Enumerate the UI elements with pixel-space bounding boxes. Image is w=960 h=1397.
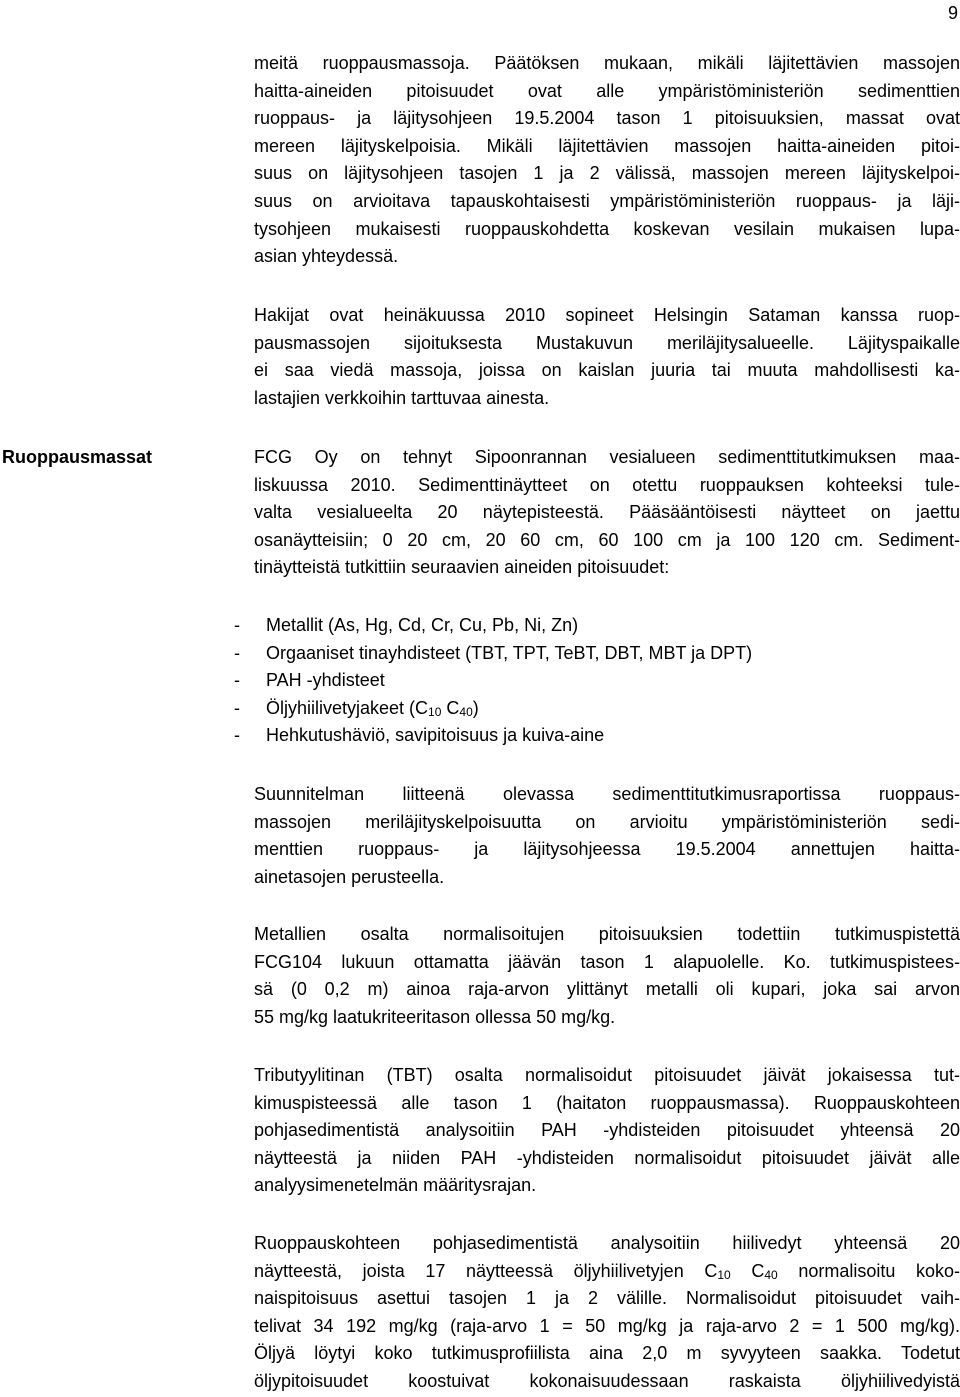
paragraph-text xyxy=(254,302,960,412)
text-fragment: C xyxy=(441,697,460,718)
list-item xyxy=(234,612,752,640)
text-line: menttien ruoppaus- ja läjitysohjeessa 19.5.2004 annettujen haitta- xyxy=(254,839,960,860)
paragraph-2 xyxy=(254,302,960,412)
text-line: pausmassojen sijoituksesta Mustakuvun meriläjitysalueelle. Läjityspaikalle xyxy=(254,332,960,353)
dash-marker: - xyxy=(234,725,240,746)
text-line: Öljyä löytyi koko tutkimusprofiilista aina 2,0 m syvyyteen saakka. Todetut xyxy=(254,1343,960,1364)
text-line: asian yhteydessä. xyxy=(254,246,399,267)
side-heading: Ruoppausmassat xyxy=(2,447,153,467)
text-line: Ruoppauskohteen pohjasedimentistä analysoitiin hiilivedyt yhteensä 20 xyxy=(254,1233,960,1253)
paragraph-5 xyxy=(254,921,960,1031)
text-fragment: ) xyxy=(472,697,479,718)
text-line: Metallien osalta normalisoitujen pitoisuuksien todettiin tutkimuspistettä xyxy=(254,924,960,944)
text-line: naispitoisuus asettui tasojen 1 ja 2 välille. Normalisoidut pitoisuudet vaih- xyxy=(254,1288,960,1309)
text-line: FCG Oy on tehnyt Sipoonrannan vesialueen sedimenttitutkimuksen maa- xyxy=(254,447,960,467)
text-line: massojen meriläjityskelpoisuutta on arvioitu ympäristöministeriön sedi- xyxy=(254,811,960,832)
dash-marker: - xyxy=(234,670,240,691)
dash-marker: - xyxy=(234,697,240,718)
paragraph-3 xyxy=(254,444,960,582)
list-item xyxy=(234,695,752,723)
paragraph-text xyxy=(254,781,960,891)
text-line: liskuussa 2010. Sedimenttinäytteet on otettu ruoppauksen kohteeksi tule- xyxy=(254,474,960,495)
text-line: sä (0 0,2 m) ainoa raja-arvon ylittänyt metalli oli kupari, joka sai arvon xyxy=(254,979,960,1000)
paragraph-text xyxy=(254,1062,960,1200)
list-item-text: PAH -yhdisteet xyxy=(266,670,385,691)
text-line: öljypitoisuudet koostuivat kokonaisuudessaan raskaista öljyhiilivedyistä xyxy=(254,1370,960,1391)
list-item-text: Hehkutushäviö, savipitoisuus ja kuiva-aine xyxy=(266,725,605,746)
subscript: 10 xyxy=(428,704,442,719)
paragraph-6 xyxy=(254,1062,960,1200)
text-line: pohjasedimentistä analysoitiin PAH -yhdisteiden pitoisuudet yhteensä 20 xyxy=(254,1120,960,1141)
text-line: FCG104 lukuun ottamatta jäävän tason 1 alapuolelle. Ko. tutkimuspistees- xyxy=(254,951,960,972)
subscript: 40 xyxy=(764,1267,778,1282)
text-fragment: Öljyhiilivetyjakeet (C xyxy=(266,697,429,718)
text-line xyxy=(254,1258,960,1286)
text-line: ei saa viedä massoja, joissa on kaislan juuria tai muuta mahdollisesti ka- xyxy=(254,360,960,381)
paragraph-text xyxy=(254,444,960,582)
text-line: analyysimenetelmän määritysrajan. xyxy=(254,1175,537,1196)
subscript: 10 xyxy=(717,1267,731,1282)
list-item xyxy=(234,667,752,695)
paragraph-text xyxy=(254,1230,960,1396)
text-line: haitta-aineiden pitoisuudet ovat alle ympäristöministeriön sedimenttien xyxy=(254,80,960,101)
list-item-text: Metallit (As, Hg, Cd, Cr, Cu, Pb, Ni, Zn) xyxy=(266,615,579,635)
text-line: tysohjeen mukaisesti ruoppauskohdetta koskevan vesilain mukaisen lupa- xyxy=(254,218,960,239)
list-item xyxy=(234,640,752,668)
text-line: valta vesialueelta 20 näytepisteestä. Pääsääntöisesti näytteet on jaettu xyxy=(254,502,960,523)
text-fragment: näytteestä, joista 17 näytteessä öljyhiilivetyjen C xyxy=(254,1260,718,1281)
text-line: osanäytteisiin; 0 20 cm, 20 60 cm, 60 100 cm ja 100 120 cm. Sediment- xyxy=(254,529,960,550)
subscript: 40 xyxy=(459,704,473,719)
dash-marker: - xyxy=(234,615,240,635)
text-line: Tributyylitinan (TBT) osalta normalisoidut pitoisuudet jäivät jokaisessa tut- xyxy=(254,1065,960,1085)
text-line: tinäytteistä tutkittiin seuraavien aineiden pitoisuudet: xyxy=(254,557,670,578)
paragraph-4 xyxy=(254,781,960,891)
text-line: kimuspisteessä alle tason 1 (haitaton ruoppausmassa). Ruoppauskohteen xyxy=(254,1092,960,1113)
list-item xyxy=(234,722,752,750)
paragraph-text xyxy=(254,50,960,271)
text-fragment: C xyxy=(730,1260,765,1281)
text-line: 55 mg/kg laatukriteeritason ollessa 50 mg/kg. xyxy=(254,1006,616,1027)
text-line: suus on arvioitava tapauskohtaisesti ympäristöministeriön ruoppaus- ja läji- xyxy=(254,190,960,211)
text-line: suus on läjitysohjeen tasojen 1 ja 2 välissä, massojen mereen läjityskelpoi- xyxy=(254,163,960,184)
dash-marker: - xyxy=(234,642,240,663)
text-line: lastajien verkkoihin tarttuvaa ainesta. xyxy=(254,387,550,408)
list-item-text xyxy=(266,698,479,718)
text-line: Suunnitelman liitteenä olevassa sedimenttitutkimusraportissa ruoppaus- xyxy=(254,784,960,804)
page-number: 9 xyxy=(947,3,958,23)
paragraph-text xyxy=(254,921,960,1031)
substance-list xyxy=(234,612,752,750)
text-line: mereen läjityskelpoisia. Mikäli läjitettävien massojen haitta-aineiden pitoi- xyxy=(254,135,960,156)
text-line: Hakijat ovat heinäkuussa 2010 sopineet Helsingin Sataman kanssa ruop- xyxy=(254,305,960,325)
paragraph-7 xyxy=(254,1230,960,1396)
text-line: meitä ruoppausmassoja. Päätöksen mukaan, mikäli läjitettävien massojen xyxy=(254,53,960,73)
list-item-text: Orgaaniset tinayhdisteet (TBT, TPT, TeBT, DBT, MBT ja DPT) xyxy=(266,642,753,663)
paragraph-1 xyxy=(254,50,960,271)
text-line: näytteestä ja niiden PAH -yhdisteiden normalisoidut pitoisuudet jäivät alle xyxy=(254,1147,960,1168)
text-fragment: normalisoitu koko- xyxy=(777,1260,960,1281)
text-line: ruoppaus- ja läjitysohjeen 19.5.2004 tason 1 pitoisuuksien, massat ovat xyxy=(254,108,960,129)
text-line: ainetasojen perusteella. xyxy=(254,866,445,887)
text-line: telivat 34 192 mg/kg (raja-arvo 1 = 50 mg/kg ja raja-arvo 2 = 1 500 mg/kg). xyxy=(254,1315,960,1336)
